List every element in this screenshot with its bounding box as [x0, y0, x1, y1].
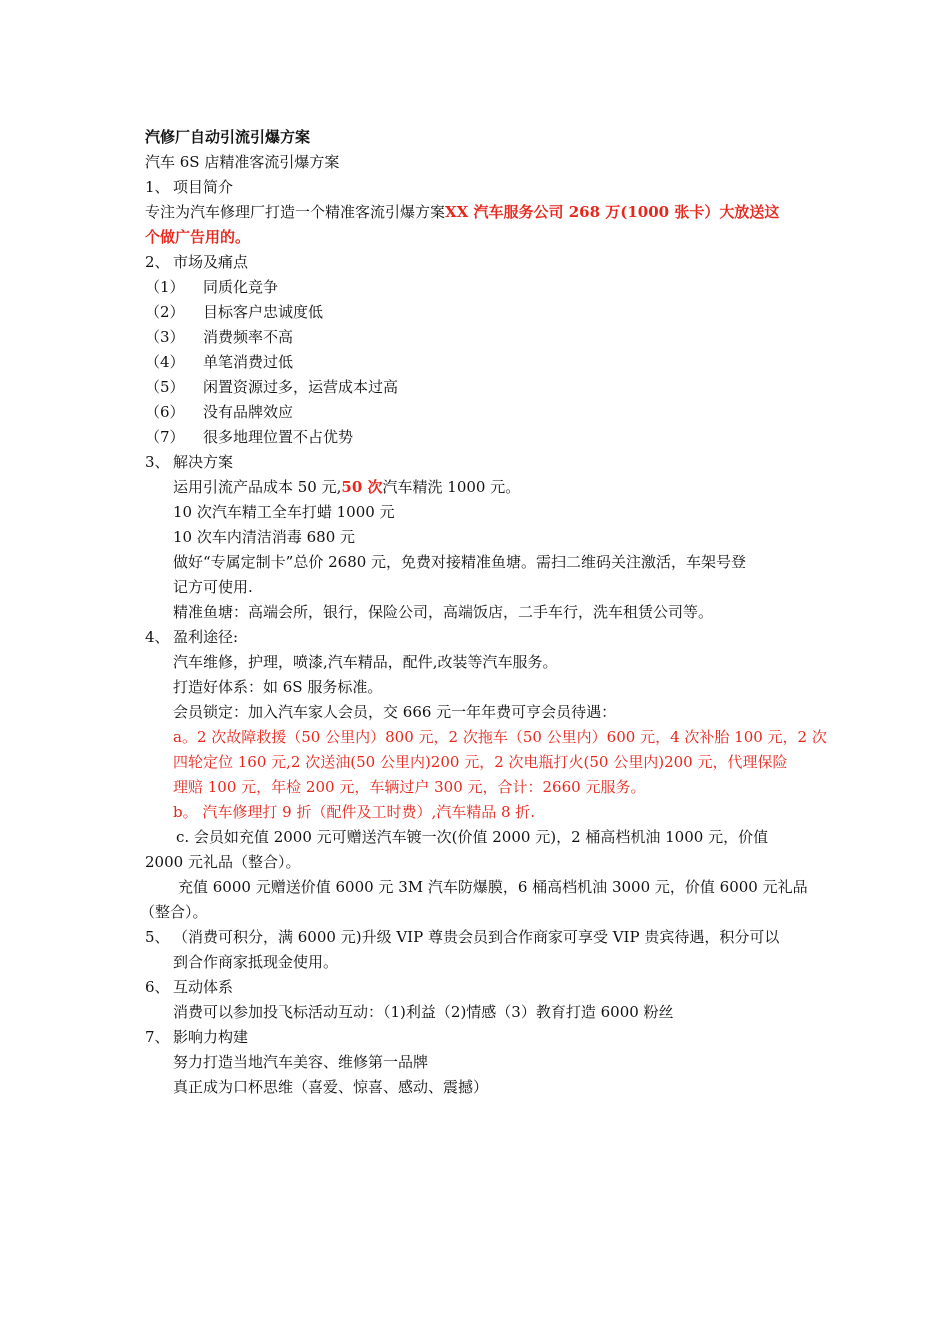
section-1-number: 1、 — [145, 178, 170, 196]
document-title: 汽修厂自动引流引爆方案 — [145, 128, 311, 146]
section-2-number: 2、 — [145, 253, 170, 271]
list-item-number: （5） — [145, 378, 185, 396]
section-5-text: （消费可积分，满 6000 元)升级 VIP 尊贵会员到合作商家可享受 VIP 贵宾待遇，积分可以 — [173, 928, 780, 946]
section-7-heading — [145, 1027, 248, 1047]
section-6-number: 6、 — [145, 978, 170, 996]
section-1-text-line — [145, 202, 779, 222]
section-7-title: 影响力构建 — [173, 1028, 249, 1046]
section-2-title: 市场及痛点 — [173, 253, 249, 271]
list-item-number: （6） — [145, 403, 185, 421]
list-item-text: 闲置资源过多，运营成本过高 — [203, 378, 399, 396]
section-3-line-2: 10 次汽车精工全车打蜡 1000 元 — [173, 503, 395, 521]
section-3-line-1-red: 50 次 — [341, 478, 383, 496]
section-4-title: 盈利途径: — [173, 628, 239, 646]
section-1-heading — [145, 177, 233, 197]
list-item-text: 同质化竞争 — [203, 278, 279, 296]
section-1-red-text-cont: 个做广告用的。 — [145, 228, 251, 246]
list-item-text: 没有品牌效应 — [203, 403, 294, 421]
section-2-heading — [145, 252, 248, 272]
section-7-line-1: 努力打造当地汽车美容、维修第一品牌 — [173, 1053, 429, 1071]
section-4-line-3: 会员锁定：加入汽车家人会员，交 666 元一年年费可亨会员待遇： — [173, 703, 617, 721]
section-5-line-1 — [145, 927, 779, 947]
section-3-line-3: 10 次车内清洁消毒 680 元 — [173, 528, 356, 546]
section-3-line-1-a: 运用引流产品成本 50 元, — [173, 478, 342, 496]
section-4-number: 4、 — [145, 628, 170, 646]
member-benefit-c-line-2: 2000 元礼品（整合）。 — [145, 853, 301, 871]
member-benefit-c-line-1: c. 会员如充值 2000 元可赠送汽车镀一次(价值 2000 元)，2 桶高档机油 1000 元，价值 — [176, 828, 769, 846]
list-item-text: 单笔消费过低 — [203, 353, 294, 371]
document-subtitle: 汽车 6S 店精准客流引爆方案 — [145, 153, 340, 171]
section-3-line-4: 做好“专属定制卡”总价 2680 元，免费对接精准鱼塘。需扫二维码关注激活，车架号登 — [173, 553, 747, 571]
list-item-number: （2） — [145, 303, 185, 321]
section-1-red-text: XX 汽车服务公司 268 万(1000 张卡）大放送这 — [445, 203, 780, 221]
member-benefit-a-line-2: 四轮定位 160 元,2 次送油(50 公里内)200 元，2 次电瓶打火(50 公里内)200 元，代理保险 — [173, 753, 788, 771]
list-item — [145, 427, 353, 447]
list-item — [145, 377, 398, 397]
list-item — [145, 327, 293, 347]
member-benefit-b: b。 汽车修理打 9 折（配件及工时费）,汽车精品 8 折. — [173, 803, 536, 821]
section-6-line-1: 消费可以参加投飞标活动互动：（1)利益（2)情感（3）教育打造 6000 粉丝 — [173, 1003, 674, 1021]
section-1-title: 项目简介 — [173, 178, 234, 196]
section-3-line-1 — [173, 477, 520, 497]
section-7-line-2: 真正成为口杯思维（喜爱、惊喜、感动、震撼） — [173, 1078, 489, 1096]
list-item — [145, 402, 293, 422]
section-6-heading — [145, 977, 233, 997]
member-benefit-a-line-3: 理赔 100 元，年检 200 元，车辆过户 300 元，合计：2660 元服务。 — [173, 778, 646, 796]
list-item-number: （7） — [145, 428, 185, 446]
section-3-heading — [145, 452, 233, 472]
list-item — [145, 277, 278, 297]
section-3-title: 解决方案 — [173, 453, 234, 471]
list-item-text: 目标客户忠诚度低 — [203, 303, 324, 321]
member-benefit-d-line-1: 充值 6000 元赠送价值 6000 元 3M 汽车防爆膜，6 桶高档机油 3000 元，价值 6000 元礼品 — [178, 878, 808, 896]
section-3-number: 3、 — [145, 453, 170, 471]
section-4-line-1: 汽车维修，护理，喷漆,汽车精品，配件,改装等汽车服务。 — [173, 653, 558, 671]
list-item-number: （3） — [145, 328, 185, 346]
member-benefit-a-line-1: a。2 次故障救援（50 公里内）800 元，2 次拖车（50 公里内）600 元，4 次补胎 100 元，2 次 — [173, 728, 827, 746]
section-3-line-5: 记方可使用. — [173, 578, 253, 596]
list-item-text: 很多地理位置不占优势 — [203, 428, 354, 446]
section-7-number: 7、 — [145, 1028, 170, 1046]
section-3-line-1-b: 汽车精洗 1000 元。 — [382, 478, 521, 496]
section-4-line-2: 打造好体系：如 6S 服务标准。 — [173, 678, 383, 696]
member-benefit-d-line-2: （整合）。 — [140, 903, 208, 921]
list-item — [145, 352, 293, 372]
list-item-text: 消费频率不高 — [203, 328, 294, 346]
section-5-line-2: 到合作商家抵现金使用。 — [173, 953, 339, 971]
list-item-number: （1） — [145, 278, 185, 296]
section-5-number: 5、 — [145, 928, 170, 946]
list-item — [145, 302, 323, 322]
section-3-line-6: 精准鱼塘：高端会所，银行，保险公司，高端饭店，二手车行，洗车租赁公司等。 — [173, 603, 714, 621]
section-6-title: 互动体系 — [173, 978, 234, 996]
section-1-text: 专注为汽车修理厂打造一个精准客流引爆方案 — [145, 203, 446, 221]
section-4-heading — [145, 627, 238, 647]
list-item-number: （4） — [145, 353, 185, 371]
